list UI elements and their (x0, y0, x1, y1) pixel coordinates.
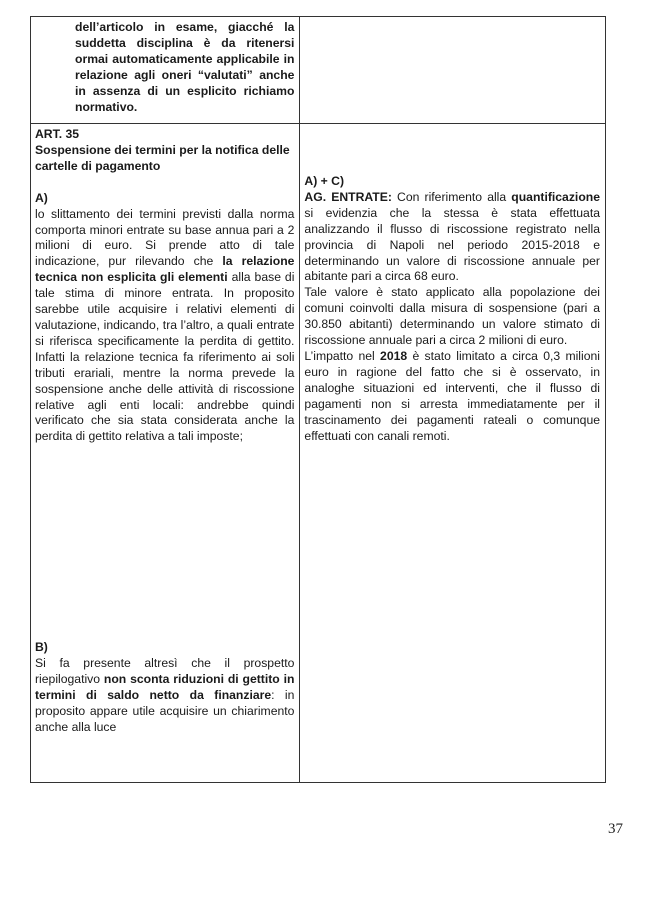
table-row (31, 124, 606, 783)
agency-response-p1: AG. ENTRATE: Con riferimento alla quantificazione si evidenzia che la stessa è stata effettuata analizzando il flusso di riscossione registrato nella provincia di Napoli nel periodo 2015-2018 e determinando un valore di riscossione annuale per abitante pari a circa 68 euro. (304, 189, 600, 284)
left-cell-continuation (31, 17, 300, 124)
section-a-text: lo slittamento dei termini previsti dalla norma comporta minori entrate su base annua pari a 2 milioni di euro. Si prende atto di tale indicazione, pur rilevando che la relazione tecnica non esplicita gli elementi alla base di tale stima di minore entrata. In proposito sarebbe utile acquisire i relativi elementi di valutazione, indicando, tra l’altro, a quali entrate si riferisca specificamente la perdita di gettito. Infatti la relazione tecnica fa riferimento ai soli tributi erariali, mentre la norma prevede la sospensione anche delle attività di riscossione relative agli enti locali: andrebbe quindi verificato che sia stata considerata anche la perdita di gettito relativa a tali imposte; (35, 206, 295, 444)
section-a-label: A) (35, 190, 48, 205)
agency-response-p3: L’impatto nel 2018 è stato limitato a circa 0,3 milioni euro in ragione del fatto che si è osservato, in analoghe situazioni ed interventi, che il flusso di pagamenti non si arresta immediatamente per il trascinamento dei pagamenti rateali o comunque effettuati con canali remoti. (304, 348, 600, 443)
table-row (31, 17, 606, 124)
article-number: ART. 35 (35, 127, 80, 141)
section-b-text: Si fa presente altresì che il prospetto riepilogativo non sconta riduzioni di gettito in termini di saldo netto da finanziare: in proposito appare utile acquisire un chiarimento anche alla luce (35, 656, 295, 734)
agency-response-p2: Tale valore è stato applicato alla popolazione dei comuni coinvolti dalla misura di sospensione (pari a 30.850 abitanti) determinando un valore stimato di riscossione annuale pari a circa 2 milioni di euro. (304, 285, 600, 348)
article-title: Sospensione dei termini per la notifica delle cartelle di pagamento (35, 142, 290, 173)
section-b-label: B) (35, 640, 48, 655)
right-cell-response (300, 124, 606, 783)
section-ac-label: A) + C) (304, 174, 345, 188)
continuation-text: dell’articolo in esame, giacché la suddetta disciplina è da ritenersi ormai automaticamente applicabile in relazione agli oneri “valutati” anche in assenza di un esplicito richiamo normativo. (75, 20, 295, 114)
right-cell-empty (300, 17, 606, 124)
left-cell-article (31, 124, 300, 783)
document-table (30, 16, 606, 783)
page-number: 37 (608, 821, 623, 837)
